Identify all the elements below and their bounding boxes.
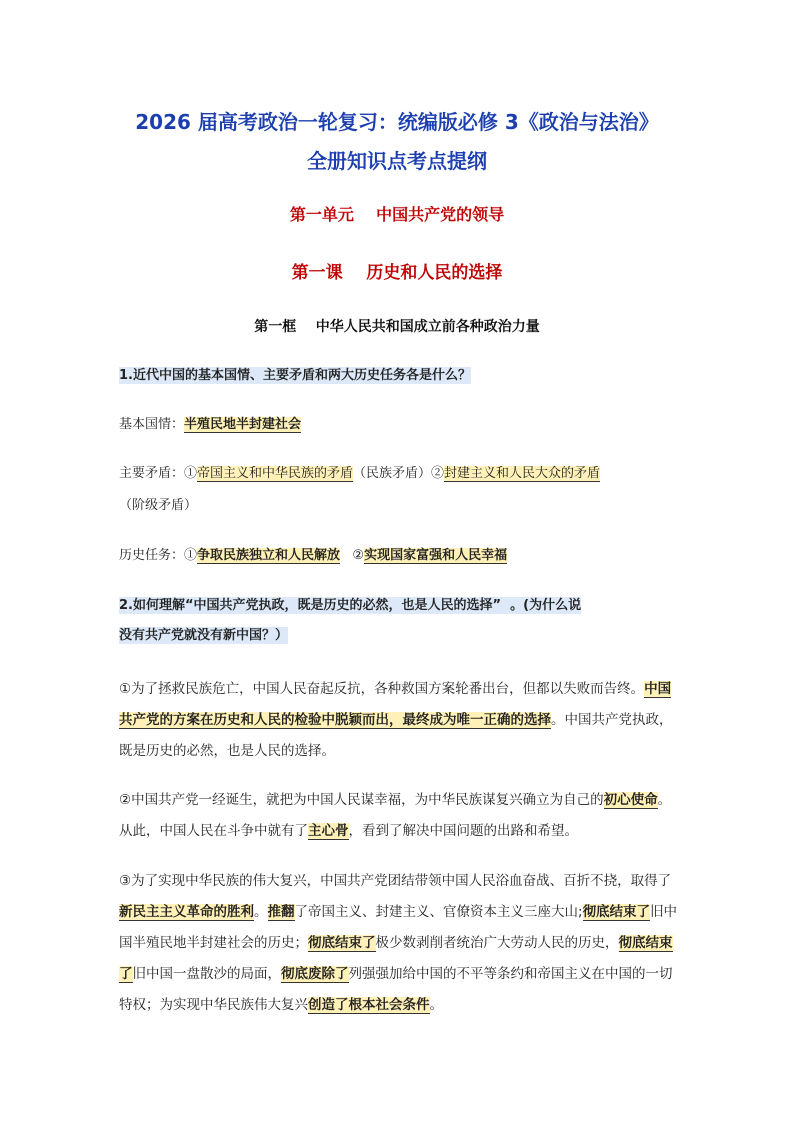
- p3-highlight-2: 推翻: [267, 904, 295, 920]
- main-contradiction-label: 主要矛盾：①: [119, 466, 198, 481]
- document-title-line-2: 全册知识点考点提纲: [307, 149, 487, 173]
- contradiction-2: 封建主义和人民大众的矛盾: [444, 466, 601, 481]
- contradiction-1: 帝国主义和中华民族的矛盾: [197, 466, 354, 481]
- p2-text-c: ，看到了解决中国问题的出路和希望。: [348, 823, 578, 839]
- historical-tasks-line: [119, 546, 507, 566]
- p1-highlight: 中国共产党的方案在历史和人民的检验中脱颖而出，最终成为唯一正确的选择: [119, 681, 672, 728]
- historical-tasks-label: 历史任务：①: [119, 548, 198, 563]
- task-1: 争取民族独立和人民解放: [197, 548, 341, 563]
- p3-highlight-6: 彻底废除了: [281, 966, 349, 982]
- p3-highlight-3: 彻底结束了: [582, 904, 651, 920]
- p3-text-e: 极少数剥削者统治广大劳动人民的历史，: [375, 935, 619, 951]
- p3-text-a: ③为了实现中华民族的伟大复兴，中国共产党团结带领中国人民浴血奋战、百折不挠，取得了: [119, 873, 672, 889]
- p3-highlight-5: 彻底结束了: [119, 935, 673, 982]
- frame-heading: 第一框 中华人民共和国成立前各种政治力量: [254, 319, 540, 335]
- p3-text-d: 旧中国半殖民地半封建社会的历史；: [119, 904, 678, 951]
- p3-text-b: 。: [254, 904, 268, 920]
- answer-paragraph-3: [119, 866, 679, 1021]
- question-1: [119, 366, 471, 386]
- p3-text-f: 旧中国一盘散沙的局面，: [132, 966, 281, 982]
- question-2-text-b: 。(为什么说: [501, 598, 582, 613]
- p3-highlight-1: 新民主主义革命的胜利: [119, 904, 254, 920]
- answer-paragraph-2: [119, 785, 679, 847]
- p2-highlight-1: 初心使命: [603, 792, 658, 808]
- national-condition-line: [119, 415, 301, 435]
- p3-highlight-7: 创造了根本社会条件: [308, 997, 430, 1013]
- contradiction-2-note: （阶级矛盾）: [119, 498, 198, 513]
- question-1-text: 1.近代中国的基本国情、主要矛盾和两大历史任务各是什么？: [119, 368, 471, 383]
- question-2-line-1: [119, 596, 581, 616]
- p2-text-b: 。从此，中国人民在斗争中就有了: [119, 792, 672, 839]
- p3-text-g: 列强强加给中国的不平等条约和帝国主义在中国的一切特权；为实现中华民族伟大复兴: [119, 966, 673, 1013]
- p3-highlight-4: 彻底结束了: [308, 935, 376, 951]
- document-title-line-1: 2026 届高考政治一轮复习：统编版必修 3《政治与法治》: [135, 110, 659, 134]
- answer-paragraph-1: [119, 674, 679, 767]
- task-2: 实现国家富强和人民幸福: [364, 548, 508, 563]
- national-condition-label: 基本国情：: [119, 417, 185, 432]
- question-2-text-c: 没有共产党就没有新中国？）: [119, 628, 289, 643]
- p2-highlight-2: 主心骨: [308, 823, 349, 839]
- unit-heading: 第一单元 中国共产党的领导: [289, 205, 505, 224]
- contradiction-1-note: （民族矛盾）②: [353, 466, 445, 481]
- p3-text-h: 。: [429, 997, 443, 1013]
- task-separator: ②: [340, 548, 365, 563]
- question-2-line-2: [119, 626, 288, 646]
- p3-text-c: 了帝国主义、封建主义、官僚资本主义三座大山;: [294, 904, 583, 920]
- p1-text-a: ①为了拯救民族危亡，中国人民奋起反抗，各种救国方案轮番出台，但都以失败而告终。: [119, 681, 645, 697]
- p2-text-a: ②中国共产党一经诞生，就把为中国人民谋幸福，为中华民族谋复兴确立为自己的: [119, 792, 604, 808]
- main-contradiction-line: [119, 464, 600, 484]
- national-condition-value: 半殖民地半封建社会: [184, 417, 302, 432]
- question-2-text-a: 2.如何理解“中国共产党执政，既是历史的必然，也是人民的选择”: [119, 598, 502, 613]
- lesson-heading: 第一课 历史和人民的选择: [291, 263, 503, 283]
- p1-text-b: 。中国共产党执政，既是历史的必然，也是人民的选择。: [119, 712, 673, 759]
